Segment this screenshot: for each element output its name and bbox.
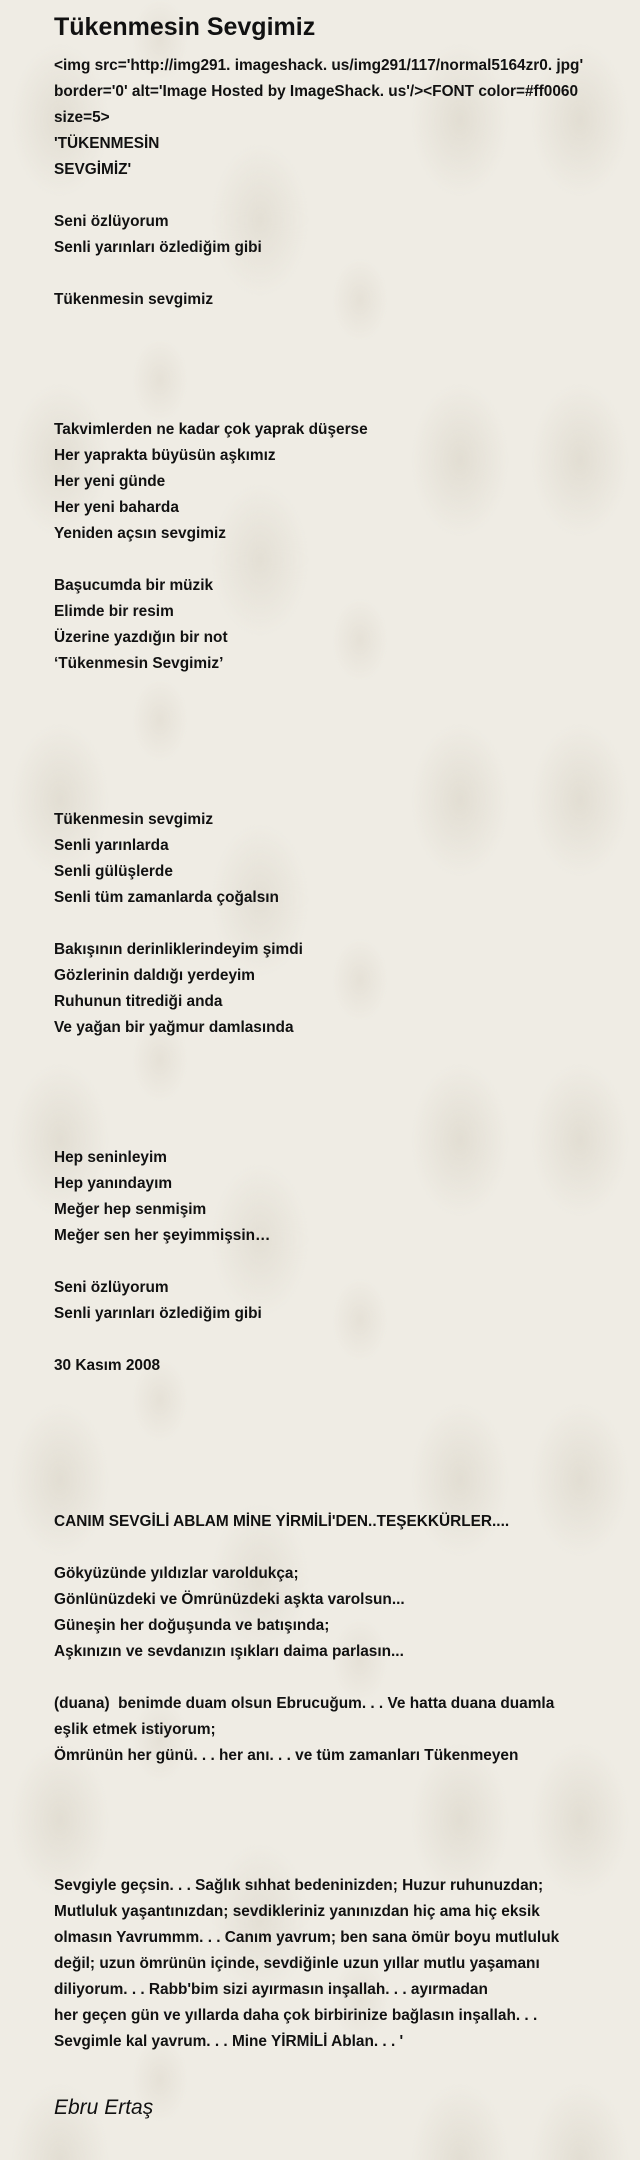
blank-line xyxy=(54,781,614,807)
poem-line: Tükenmesin sevgimiz xyxy=(54,811,214,828)
poem-line: Gönlünüzdeki ve Ömrünüzdeki aşkta varolsun... xyxy=(54,1591,405,1608)
blank-line xyxy=(54,1795,614,1821)
poem-line: olmasın Yavrummm. . . Canım yavrum; ben sana ömür boyu mutluluk xyxy=(54,1929,560,1946)
poem-line: Meğer sen her şeyimmişsin… xyxy=(54,1227,271,1244)
poem-line: 'TÜKENMESİN xyxy=(54,135,160,152)
poem-line: Hep yanındayım xyxy=(54,1175,173,1192)
blank-line xyxy=(54,339,614,365)
poem-line: Başucumda bir müzik xyxy=(54,577,214,594)
blank-line xyxy=(54,313,614,339)
blank-line xyxy=(54,1535,614,1561)
blank-line xyxy=(54,391,614,417)
poem-line: Her yaprakta büyüsün aşkımız xyxy=(54,447,276,464)
poem-line: değil; uzun ömrünün içinde, sevdiğinle uzun yıllar mutlu yaşamanı xyxy=(54,1955,540,1972)
blank-line xyxy=(54,1847,614,1873)
poem-title: Tükenmesin Sevgimiz xyxy=(54,13,316,41)
poem-line: Takvimlerden ne kadar çok yaprak düşerse xyxy=(54,421,368,438)
poem-line: ‘Tükenmesin Sevgimiz’ xyxy=(54,655,224,672)
poem-line: Gözlerinin daldığı yerdeyim xyxy=(54,967,255,984)
blank-line xyxy=(54,755,614,781)
poem-line: Her yeni günde xyxy=(54,473,166,490)
poem-line: Gökyüzünde yıldızlar varoldukça; xyxy=(54,1565,299,1582)
poem-body xyxy=(54,53,614,2055)
poem-line: Hep seninleyim xyxy=(54,1149,167,1166)
blank-line xyxy=(54,261,614,287)
poem-line: Senli yarınlarda xyxy=(54,837,169,854)
poem-line: Güneşin her doğuşunda ve batışında; xyxy=(54,1617,330,1634)
blank-line xyxy=(54,1379,614,1405)
blank-line xyxy=(54,1119,614,1145)
blank-line xyxy=(54,1821,614,1847)
poem-line: CANIM SEVGİLİ ABLAM MİNE YİRMİLİ'DEN..TEŞEKKÜRLER.... xyxy=(54,1513,510,1530)
blank-line xyxy=(54,1327,614,1353)
poem-line: Senli yarınları özlediğim gibi xyxy=(54,1305,262,1322)
blank-line xyxy=(54,1041,614,1067)
poem-line: Senli gülüşlerde xyxy=(54,863,173,880)
poem-line: Her yeni baharda xyxy=(54,499,179,516)
blank-line xyxy=(54,1665,614,1691)
blank-line xyxy=(54,703,614,729)
poem-line: <img src='http://img291. imageshack. us/img291/117/normal5164zr0. jpg' xyxy=(54,57,584,74)
poem-line: Meğer hep senmişim xyxy=(54,1201,207,1218)
poem-line: Tükenmesin sevgimiz xyxy=(54,291,214,308)
blank-line xyxy=(54,1769,614,1795)
blank-line xyxy=(54,729,614,755)
author-signature: Ebru Ertaş xyxy=(54,2096,154,2119)
poem-line: border='0' alt='Image Hosted by ImageShack. us'/><FONT color=#ff0060 xyxy=(54,83,579,100)
poem-line: Seni özlüyorum xyxy=(54,1279,169,1296)
poem-line: SEVGİMİZ' xyxy=(54,161,132,178)
blank-line xyxy=(54,911,614,937)
blank-line xyxy=(54,1093,614,1119)
poem-line: Ve yağan bir yağmur damlasında xyxy=(54,1019,294,1036)
poem-line: diliyorum. . . Rabb'bim sizi ayırmasın inşallah. . . ayırmadan xyxy=(54,1981,488,1998)
poem-line: Aşkınızın ve sevdanızın ışıkları daima parlasın... xyxy=(54,1643,404,1660)
blank-line xyxy=(54,547,614,573)
poem-line: size=5> xyxy=(54,109,110,126)
poem-line: 30 Kasım 2008 xyxy=(54,1357,161,1374)
poem-line: Senli tüm zamanlarda çoğalsın xyxy=(54,889,279,906)
poem-line: Sevgiyle geçsin. . . Sağlık sıhhat bedeninizden; Huzur ruhunuzdan; xyxy=(54,1877,544,1894)
poem-line: Mutluluk yaşantınızdan; sevdikleriniz yanınızdan hiç ama hiç eksik xyxy=(54,1903,540,1920)
poem-line: Sevgimle kal yavrum. . . Mine YİRMİLİ Ablan. . . ' xyxy=(54,2033,404,2050)
poem-line: Bakışının derinliklerindeyim şimdi xyxy=(54,941,303,958)
poem-line: (duana) benimde duam olsun Ebrucuğum. . . Ve hatta duana duamla xyxy=(54,1695,555,1712)
blank-line xyxy=(54,1067,614,1093)
poem-line: Yeniden açsın sevgimiz xyxy=(54,525,226,542)
poem-line: eşlik etmek istiyorum; xyxy=(54,1721,216,1738)
blank-line xyxy=(54,677,614,703)
blank-line xyxy=(54,1457,614,1483)
blank-line xyxy=(54,1249,614,1275)
poem-line: Senli yarınları özlediğim gibi xyxy=(54,239,262,256)
blank-line xyxy=(54,365,614,391)
poem-line: Seni özlüyorum xyxy=(54,213,169,230)
blank-line xyxy=(54,1483,614,1509)
poem-line: Elimde bir resim xyxy=(54,603,174,620)
poem-line: her geçen gün ve yıllarda daha çok birbirinize bağlasın inşallah. . . xyxy=(54,2007,538,2024)
blank-line xyxy=(54,183,614,209)
blank-line xyxy=(54,1405,614,1431)
poem-line: Ruhunun titrediği anda xyxy=(54,993,223,1010)
blank-line xyxy=(54,1431,614,1457)
poem-line: Ömrünün her günü. . . her anı. . . ve tüm zamanları Tükenmeyen xyxy=(54,1747,519,1764)
poem-line: Üzerine yazdığın bir not xyxy=(54,629,228,646)
